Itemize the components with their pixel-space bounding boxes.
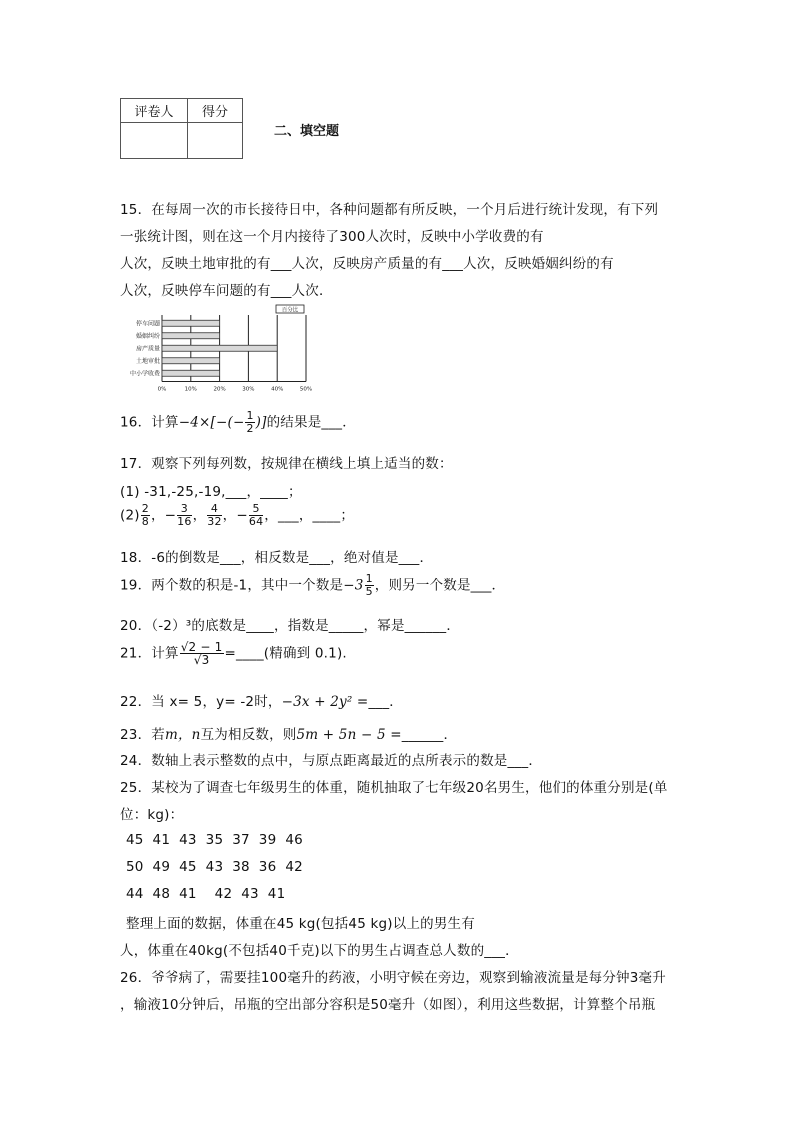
q19-fraction <box>365 573 374 598</box>
section-title: 二、填空题 <box>274 124 340 139</box>
chart-bar <box>162 345 277 351</box>
q16-frac-den: 2 <box>246 422 254 435</box>
q15-line2: 一张统计图，则在这一个月内接待了300人次时，反映中小学收费的有 <box>120 229 544 245</box>
q15-line4: 人次，反映停车问题的有___人次． <box>120 283 333 299</box>
chart-x-tick-label: 20% <box>213 386 226 393</box>
chart-category-label: 停车问题 <box>135 320 160 328</box>
q23-prefix: 23．若 <box>120 727 165 743</box>
q22-prefix: 22．当 x= 5，y= -2时， <box>120 694 282 710</box>
score-header-score: 得分 <box>188 99 243 123</box>
q23-mid: 互为相反数，则 <box>200 727 297 743</box>
q23-vars: m，n <box>164 727 201 743</box>
q15-line1: 15．在每周一次的市长接待日中，各种问题都有所反映，一个月后进行统计发现，有下列 <box>120 202 659 218</box>
q17-frac3-den: 32 <box>207 515 222 528</box>
percentage-bar-chart <box>118 303 318 403</box>
q22-suffix: ___． <box>368 694 404 710</box>
q25-line2: 位：kg)： <box>120 807 184 823</box>
chart-x-tick-label: 40% <box>271 386 284 393</box>
chart-x-tick-label: 50% <box>299 386 313 393</box>
q22-expr: −3x + 2y² = <box>281 694 369 710</box>
q17-line1: 17．观察下列每列数，按规律在横线上填上适当的数： <box>120 456 453 472</box>
q17-line3: (2) $\frac{2}{8}$ ，− $\frac{3}{16}$ ， $\frac{4}{32}$ ，− $\frac{5}{64}$ ，___，____； <box>120 502 355 528</box>
q26-line2: ，输液10分钟后，吊瓶的空出部分容积是50毫升（如图），利用这些数据，计算整个吊瓶 <box>120 997 656 1013</box>
chart-legend-label: 百分比 <box>281 307 299 314</box>
q25-data-row3: 44 48 41 42 43 41 <box>126 886 286 902</box>
q17-frac2-den: 16 <box>177 515 192 528</box>
q21-frac-num: √2 − 1 <box>180 640 223 654</box>
q16-frac-num: 1 <box>246 409 254 422</box>
chart-bar <box>162 358 220 364</box>
q19 <box>120 573 505 598</box>
q16-fraction <box>245 410 254 435</box>
q17-frac3 <box>207 503 221 528</box>
chart-x-tick-label: 0% <box>157 386 167 393</box>
q25-data-row1: 45 41 43 35 37 39 46 <box>126 832 303 848</box>
score-header-grader: 评卷人 <box>121 99 188 123</box>
q17-frac1 <box>141 503 150 528</box>
q23-suffix: ______． <box>401 727 458 743</box>
score-cell-score <box>188 123 243 159</box>
q19-prefix: 19．两个数的积是-1，其中一个数是 <box>120 577 344 594</box>
q21 <box>120 641 347 666</box>
chart-category-label: 婚姻纠纷 <box>135 332 160 340</box>
score-table <box>120 98 243 159</box>
q26-line1: 26．爷爷病了，需要挂100毫升的药液，小明守候在旁边，观察到输液流量是每分钟3毫升 <box>120 970 666 986</box>
q15-line3: 人次，反映土地审批的有___人次，反映房产质量的有___人次，反映婚姻纠纷的有 <box>120 256 614 272</box>
score-cell-grader <box>121 123 188 159</box>
q23 <box>120 723 457 743</box>
q16 <box>120 410 356 435</box>
q19-suffix: ，则另一个数是___． <box>374 577 506 594</box>
q20: 20．（-2）³的底数是____，指数是_____，幂是______． <box>120 618 461 634</box>
chart-bar <box>162 370 220 376</box>
q17-label: (2) <box>120 507 140 524</box>
q17-line2: (1) -31,-25,-19,___，____； <box>120 484 302 500</box>
q19-frac-den: 5 <box>365 585 373 598</box>
q21-fraction <box>180 641 224 666</box>
q19-frac-num: 1 <box>365 572 373 585</box>
q25-data-row2: 50 49 45 43 38 36 42 <box>126 859 303 875</box>
q17-frac3-num: 4 <box>207 503 221 516</box>
q19-whole: −3 <box>343 577 364 594</box>
q17-frac4-den: 64 <box>248 515 264 528</box>
q17-frac2-num: 3 <box>177 503 191 516</box>
q25-line7: 人，体重在40kg(不包括40千克)以下的男生占调查总人数的___． <box>120 943 519 959</box>
q25-line6: 整理上面的数据，体重在45 kg(包括45 kg)以上的男生有 <box>126 916 475 932</box>
q22 <box>120 690 403 710</box>
q23-expr: 5m + 5n − 5 = <box>296 727 402 743</box>
q18: 18．-6的倒数是___，相反数是___，绝对值是___． <box>120 550 434 566</box>
chart-category-label: 中小学收费 <box>129 370 160 378</box>
chart-bar <box>162 320 220 326</box>
q16-suffix: 的结果是___． <box>266 414 356 431</box>
chart-category-label: 土地审批 <box>135 357 160 365</box>
q17-frac1-num: 2 <box>141 502 149 515</box>
chart-x-tick-label: 30% <box>242 386 255 393</box>
q25-line1: 25．某校为了调查七年级男生的体重，随机抽取了七年级20名男生，他们的体重分别是(单 <box>120 780 668 796</box>
q17-frac4 <box>249 503 263 528</box>
q21-prefix: 21．计算 <box>120 645 179 662</box>
q17-frac2 <box>177 503 191 528</box>
q17-frac4-num: 5 <box>249 503 263 516</box>
q16-expr-end: )] <box>255 414 267 431</box>
chart-bar <box>162 333 220 339</box>
q24: 24．数轴上表示整数的点中，与原点距离最近的点所表示的数是___． <box>120 753 543 769</box>
q21-suffix: =____(精确到 0.1). <box>224 645 347 662</box>
q17-frac1-den: 8 <box>141 515 149 528</box>
q16-prefix: 16．计算 <box>120 414 179 431</box>
q17-end: ，___，____； <box>264 507 355 524</box>
q16-expr: −4×[−(− <box>178 414 245 431</box>
chart-category-label: 房产质量 <box>135 345 160 353</box>
chart-x-tick-label: 10% <box>184 386 197 393</box>
q21-frac-den: √3 <box>193 653 210 667</box>
